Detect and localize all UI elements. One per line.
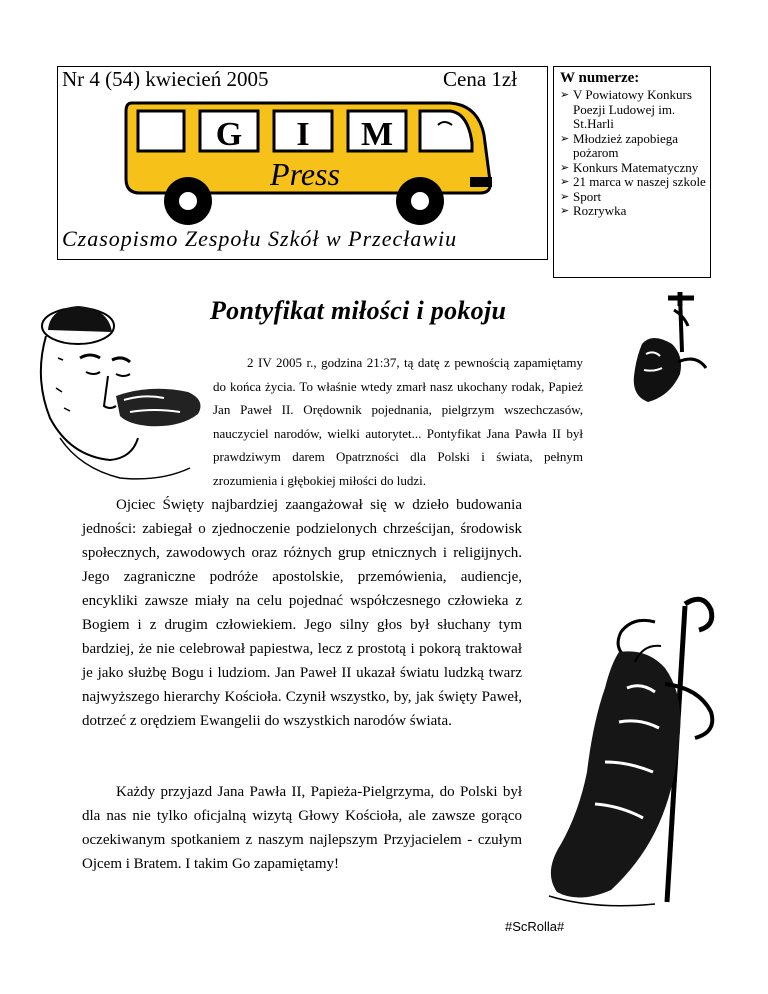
contents-item: ➢ Konkurs Matematyczny [560,159,699,175]
contents-item: ➢ Rozrywka [560,203,627,218]
masthead-subtitle: Czasopismo Zespołu Szkół w Przecławiu [62,226,458,251]
pope-portrait-drawing [20,288,210,488]
contents-item: ➢ Młodzież zapobiega pożarom [560,130,679,160]
arrow-right-bullet-icon: ➢ [560,205,570,217]
contents-item: ➢ V Powiatowy Konkurs Poezji Ludowej im. St.Harli [560,87,692,131]
arrow-right-bullet-icon: ➢ [560,161,570,174]
contents-box [553,66,711,278]
logo-letter-m: M [360,116,394,153]
arrow-right-bullet-icon: ➢ [560,190,570,203]
issue-number: Nr 4 (54) kwiecień 2005 [62,67,269,91]
logo-word-press: Press [270,156,340,192]
bus-window-1 [138,111,184,151]
arrow-right-bullet-icon: ➢ [560,176,570,188]
article-signature: #ScRolla# [505,919,565,934]
bus-bumper-front [470,177,492,187]
bus-wheel-front-hub [411,192,429,210]
contents-item: ➢ Sport [560,188,602,204]
arrow-right-bullet-icon: ➢ [560,132,570,145]
article-paragraph: Każdy przyjazd Jana Pawła II, Papieża-Pielgrzyma, do Polski był dla nas nie tylko oficjalną wizytą Głowy Kościoła, ale zawsze gorąco oczekiwanym spotkaniem z naszym najlepszym Przyjacielem - czułym Ojcem i Bratem. I takim Go zapamiętamy! [82,784,522,872]
pope-with-crosier-small-drawing [622,292,712,404]
logo-letter-g: G [215,116,243,153]
article-paragraph: Ojciec Święty najbardziej zaangażował się w dzieło budowania jedności: zabiegał o zjednoczenie podzielonych chrześcijan, środowisk społecznych, zawodowych oraz różnych grup etnicznych i religijnych. Jego zagraniczne podróże apostolskie, przemówienia, audiencje, encykliki zawsze miały na celu pojednać współczesnego człowieka z Bogiem i z drugim człowiekiem. Jego silny głos był słuchany tym bardziej, że nie celebrował papiestwa, lecz z prostotą i pokorą traktował je jako służbę Bogu i ludziom. Jan Paweł II ukazał światu ludzką twarz najwyższego hierarchy Kościoła. Czynił wszystko, by, jak święty Paweł, dotrzeć z orędziem Ewangelii do wszystkich narodów świata. [82,497,522,729]
pope-with-crosier-large-drawing [535,592,735,914]
article-headline: Pontyfikat miłości i pokoju [210,296,507,325]
logo-letter-i: I [296,116,310,153]
contents-item: ➢ 21 marca w naszej szkole [560,174,706,189]
contents-heading: W numerze: [560,70,640,86]
article-lead: 2 IV 2005 r., godzina 21:37, tą datę z pewnością zapamiętamy do końca życia. To właśnie wtedy zmarł nasz ukochany rodak, Papież Jan Paweł II. Orędownik pojednania, pielgrzym wszechczasów, nauczyciel narodów, wielki autorytet... Pontyfikat Jana Pawła II był prawdziwym darem Opatrzności dla Polski i świata, pełnym zrozumienia i głębokiej miłości do ludzi. [213,355,583,488]
issue-price: Cena 1zł [443,67,518,91]
gim-press-bus-logo [120,93,500,233]
arrow-right-bullet-icon: ➢ [560,89,570,101]
contents-list [560,88,706,219]
bus-wheel-rear-hub [179,192,197,210]
